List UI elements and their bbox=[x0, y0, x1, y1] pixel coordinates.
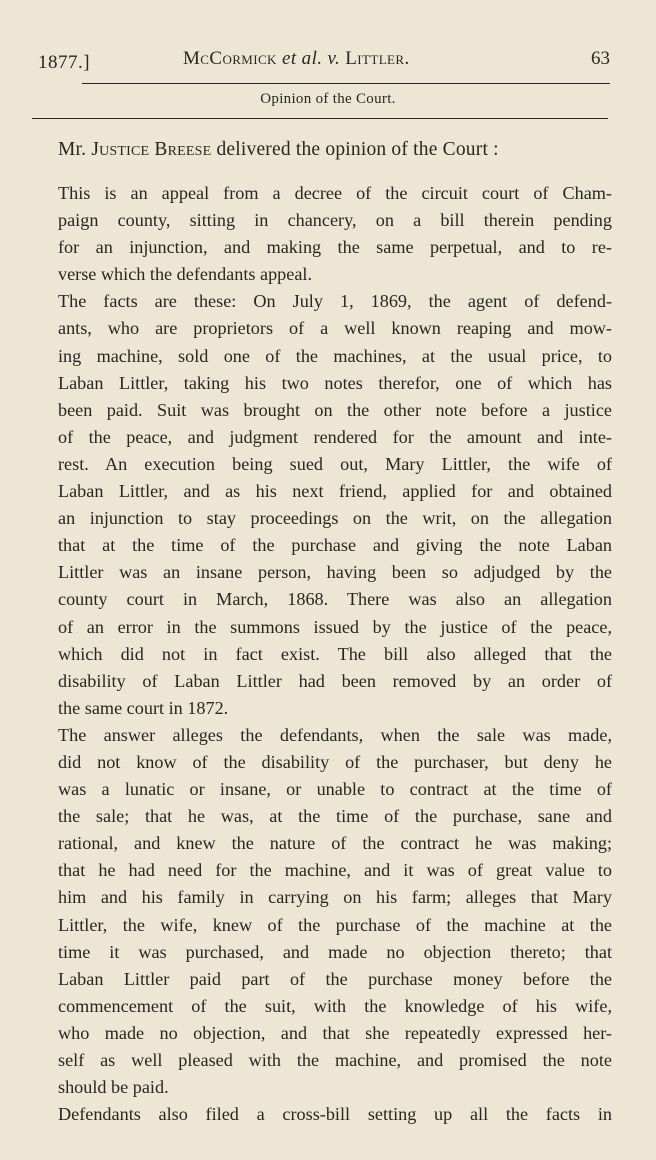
text-line: should be paid. bbox=[58, 1077, 169, 1098]
case-title-suffix: Littler. bbox=[345, 48, 410, 69]
intro-rest: delivered the opinion of the Court : bbox=[211, 139, 499, 160]
text-line: him and his family in carrying on his farm; alleges that Mary bbox=[58, 887, 612, 908]
text-line: ing machine, sold one of the machines, at the usual price, to bbox=[58, 345, 612, 366]
text-line: Littler, the wife, knew of the purchase of the machine at the bbox=[58, 914, 612, 935]
text-line: disability of Laban Littler had been removed by an order of bbox=[58, 670, 612, 691]
text-line: Littler was an insane person, having been so adjudged by the bbox=[58, 562, 612, 583]
text-line: did not know of the disability of the purchaser, but deny he bbox=[58, 751, 612, 772]
paragraph bbox=[58, 180, 612, 288]
text-line: rest. An execution being sued out, Mary Littler, the wife of bbox=[58, 453, 612, 474]
opinion-intro bbox=[58, 139, 499, 161]
text-line: which did not in fact exist. The bill also alleged that the bbox=[58, 643, 612, 664]
text-line: was a lunatic or insane, or unable to contract at the time of bbox=[58, 779, 612, 800]
header-rule-bottom bbox=[32, 118, 608, 119]
text-line: been paid. Suit was brought on the other note before a justice bbox=[58, 399, 612, 420]
text-line: county court in March, 1868. There was also an allegation bbox=[58, 589, 612, 610]
paragraph bbox=[58, 722, 612, 1101]
text-line: the same court in 1872. bbox=[58, 697, 229, 718]
page-number: 63 bbox=[591, 48, 610, 69]
text-line: verse which the defendants appeal. bbox=[58, 264, 313, 285]
text-line: who made no objection, and that she repeatedly expressed her- bbox=[58, 1022, 612, 1043]
text-line: Laban Littler, taking his two notes therefor, one of which has bbox=[58, 372, 612, 393]
text-line: commencement of the suit, with the knowledge of his wife, bbox=[58, 995, 612, 1016]
text-line: rational, and knew the nature of the contract he was making; bbox=[58, 833, 612, 854]
text-line: the sale; that he was, at the time of the purchase, sane and bbox=[58, 806, 612, 827]
paragraph bbox=[58, 1101, 612, 1128]
case-title-prefix: McCormick bbox=[183, 48, 277, 69]
case-title-italic: et al. v. bbox=[282, 48, 341, 69]
text-line: self as well pleased with the machine, and promised the note bbox=[58, 1050, 612, 1070]
header-rule-top bbox=[82, 83, 610, 84]
text-line: Laban Littler paid part of the purchase money before the bbox=[58, 968, 612, 989]
section-subhead: Opinion of the Court. bbox=[260, 91, 396, 107]
text-line: for an injunction, and making the same perpetual, and to re- bbox=[58, 237, 612, 258]
intro-prefix: Mr. bbox=[58, 139, 92, 160]
text-line: ants, who are proprietors of a well known reaping and mow- bbox=[58, 318, 612, 339]
text-line: Laban Littler, and as his next friend, applied for and obtained bbox=[58, 481, 612, 502]
text-line: of an error in the summons issued by the justice of the peace, bbox=[58, 616, 612, 637]
text-line: an injunction to stay proceedings on the writ, on the allegation bbox=[58, 508, 612, 529]
text-line: of the peace, and judgment rendered for the amount and inte- bbox=[58, 426, 612, 447]
text-line: paign county, sitting in chancery, on a bill therein pending bbox=[58, 210, 612, 231]
justice-name: Justice Breese bbox=[91, 139, 212, 160]
running-head bbox=[38, 46, 616, 76]
running-head-year: 1877.] bbox=[38, 52, 91, 73]
opinion-body bbox=[58, 180, 612, 1128]
text-line: The answer alleges the defendants, when the sale was made, bbox=[58, 724, 612, 745]
text-line: that at the time of the purchase and giving the note Laban bbox=[58, 535, 612, 556]
text-line: This is an appeal from a decree of the circuit court of Cham- bbox=[58, 183, 612, 203]
text-line: The facts are these: On July 1, 1869, the agent of defend- bbox=[58, 291, 612, 312]
running-head-case-title bbox=[183, 48, 410, 70]
text-line: Defendants also filed a cross-bill setting up all the facts in bbox=[58, 1104, 612, 1125]
text-line: time it was purchased, and made no objection thereto; that bbox=[58, 941, 612, 962]
text-line: that he had need for the machine, and it was of great value to bbox=[58, 860, 612, 881]
paragraph bbox=[58, 288, 612, 722]
